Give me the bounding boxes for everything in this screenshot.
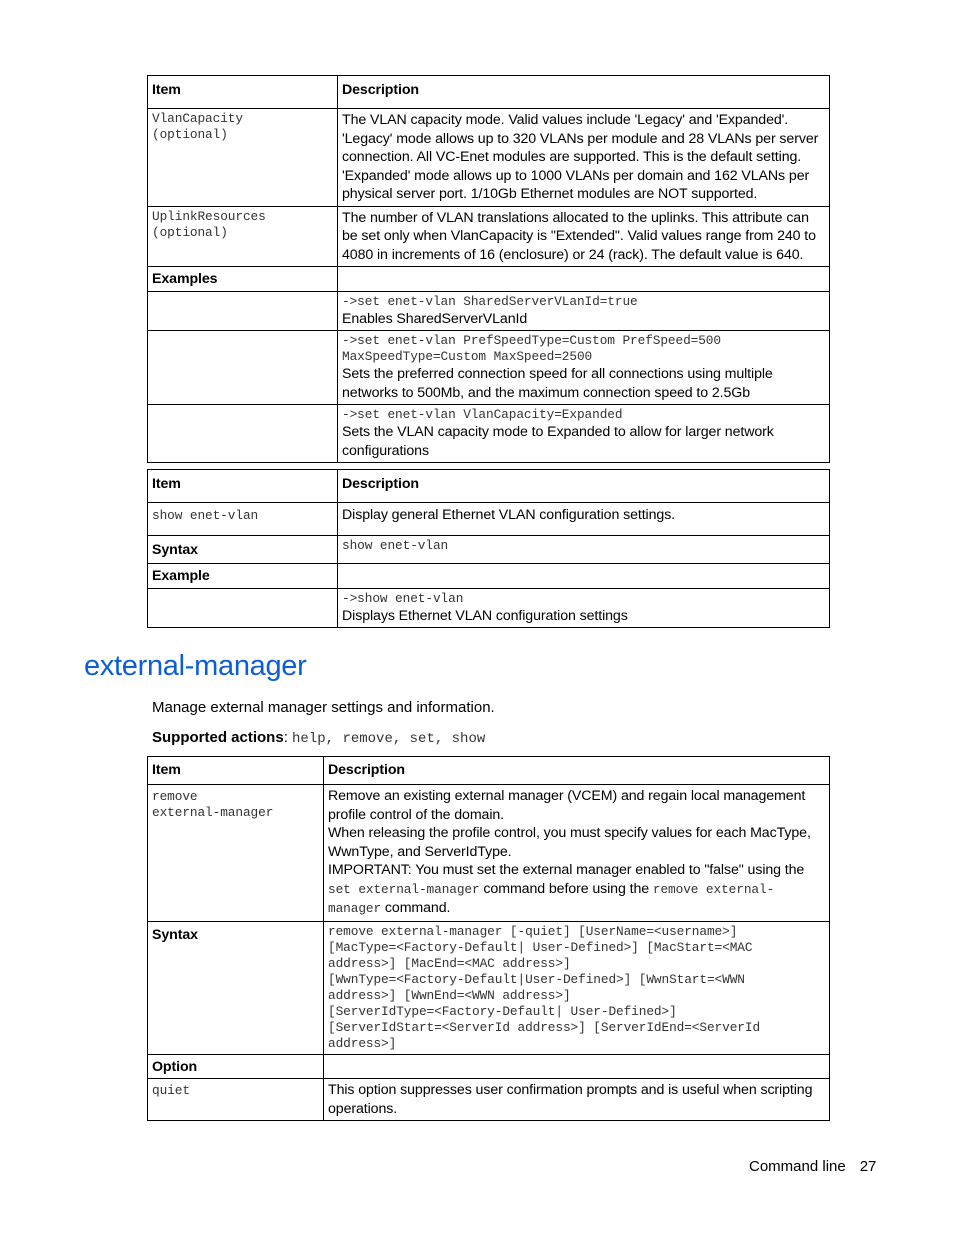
important-text: IMPORTANT: You must set the external manager enabled to "false" using the — [328, 862, 805, 878]
syntax-cell — [338, 536, 830, 564]
empty-cell — [148, 291, 338, 331]
option-item-cell — [148, 1079, 324, 1121]
example-text: Sets the preferred connection speed for all connections using multiple networks to 500Mb, and the maximum connection speed to 2.5Gb — [342, 366, 773, 401]
page-number: 27 — [859, 1158, 877, 1175]
example-cell — [338, 588, 830, 628]
column-header-description: Description — [324, 757, 830, 785]
section-intro: Manage external manager settings and information. — [152, 699, 495, 716]
option-description: This option suppresses user confirmation prompts and is useful when scripting operations. — [324, 1079, 830, 1121]
column-header-description: Description — [338, 76, 830, 109]
column-header-description: Description — [338, 470, 830, 503]
column-header-item: Item — [148, 76, 338, 109]
syntax-label: Syntax — [148, 536, 338, 564]
empty-cell — [148, 588, 338, 628]
item-name: UplinkResources — [152, 208, 266, 224]
syntax-code: [WwnType=<Factory-Default|User-Defined>] [WwnStart=<WWN — [328, 971, 745, 987]
section-title: external-manager — [84, 650, 307, 682]
item-name: VlanCapacity — [152, 111, 243, 126]
empty-cell — [338, 564, 830, 589]
syntax-code: remove external-manager [-quiet] [UserName=<username>] — [328, 923, 738, 939]
item-optional: (optional) — [152, 127, 228, 142]
empty-cell — [148, 405, 338, 463]
item-cell — [148, 503, 338, 536]
item-name: external-manager — [152, 805, 274, 820]
item-optional: (optional) — [152, 224, 228, 240]
example-label: Example — [148, 564, 338, 589]
empty-cell — [338, 267, 830, 292]
description-cell: The number of VLAN translations allocated to the uplinks. This attribute can be set only when VlanCapacity is "Extended". Valid values range from 240 to 4080 in increments of 16 (enclosure) or 24 (rack). The default value is 640. — [338, 206, 830, 267]
inline-code: set external-manager — [328, 881, 480, 897]
example-code: ->show enet-vlan — [342, 590, 464, 606]
syntax-code: address>] [WwnEnd=<WWN address>] — [328, 987, 571, 1003]
syntax-code: address>] — [328, 1035, 397, 1051]
description-cell — [324, 785, 830, 922]
syntax-code: [MacType=<Factory-Default| User-Defined>] [MacStart=<MAC — [328, 939, 753, 955]
syntax-code: address>] [MacEnd=<MAC address>] — [328, 955, 571, 971]
syntax-code: [ServerIdType=<Factory-Default| User-Defined>] — [328, 1003, 677, 1019]
syntax-cell — [324, 921, 830, 1054]
example-text: Displays Ethernet VLAN configuration settings — [342, 607, 628, 624]
vlan-attributes-table — [147, 75, 830, 463]
supported-actions-list: help, remove, set, show — [292, 731, 486, 747]
supported-actions: Supported actions: help, remove, set, show — [152, 729, 486, 747]
external-manager-table — [147, 756, 830, 1121]
column-header-item: Item — [148, 470, 338, 503]
example-cell — [338, 331, 830, 405]
example-code: MaxSpeedType=Custom MaxSpeed=2500 — [342, 349, 593, 364]
item-cell — [148, 206, 338, 267]
empty-cell — [324, 1054, 830, 1079]
description-line: Remove an existing external manager (VCEM) and regain local management profile control of the domain. — [328, 788, 806, 823]
column-header-item: Item — [148, 757, 324, 785]
example-code: ->set enet-vlan PrefSpeedType=Custom PrefSpeed=500 — [342, 333, 721, 348]
important-note — [328, 861, 825, 919]
example-code: ->set enet-vlan SharedServerVLanId=true — [342, 293, 638, 309]
description-cell: Display general Ethernet VLAN configuration settings. — [338, 503, 830, 536]
inline-code: remove external-manager — [328, 881, 775, 916]
example-text: Sets the VLAN capacity mode to Expanded to allow for larger network configurations — [342, 424, 774, 459]
item-name: remove — [152, 789, 198, 804]
item-cell — [148, 785, 324, 922]
description-cell: The VLAN capacity mode. Valid values include 'Legacy' and 'Expanded'. 'Legacy' mode allows up to 320 VLANs per module and 28 VLANs per server connection. All VC-Enet modules are supported. This is the default setting. 'Expanded' mode allows up to 1000 VLANs per domain and 162 VLANs per physical server port. 1/10Gb Ethernet modules are NOT supported. — [338, 109, 830, 207]
important-text: command. — [381, 900, 451, 916]
item-cell — [148, 109, 338, 207]
syntax-code: show enet-vlan — [342, 538, 449, 553]
example-code: ->set enet-vlan VlanCapacity=Expanded — [342, 407, 623, 422]
syntax-code: [ServerIdStart=<ServerId address>] [ServerIdEnd=<ServerId — [328, 1019, 761, 1035]
option-label: Option — [148, 1054, 324, 1079]
item-name: show enet-vlan — [152, 508, 259, 523]
important-text: command before using the — [479, 880, 653, 897]
description-line: When releasing the profile control, you must specify values for each MacType, WwnType, and ServerIdType. — [328, 825, 811, 860]
syntax-label: Syntax — [148, 921, 324, 1054]
example-cell — [338, 405, 830, 463]
empty-cell — [148, 331, 338, 405]
show-enet-vlan-table — [147, 469, 830, 628]
footer-section: Command line — [749, 1158, 846, 1175]
example-text: Enables SharedServerVLanId — [342, 310, 528, 327]
supported-actions-label: Supported actions — [152, 729, 284, 746]
examples-label: Examples — [148, 267, 338, 292]
option-name: quiet — [152, 1083, 190, 1098]
example-cell — [338, 291, 830, 331]
page-footer — [749, 1158, 876, 1175]
